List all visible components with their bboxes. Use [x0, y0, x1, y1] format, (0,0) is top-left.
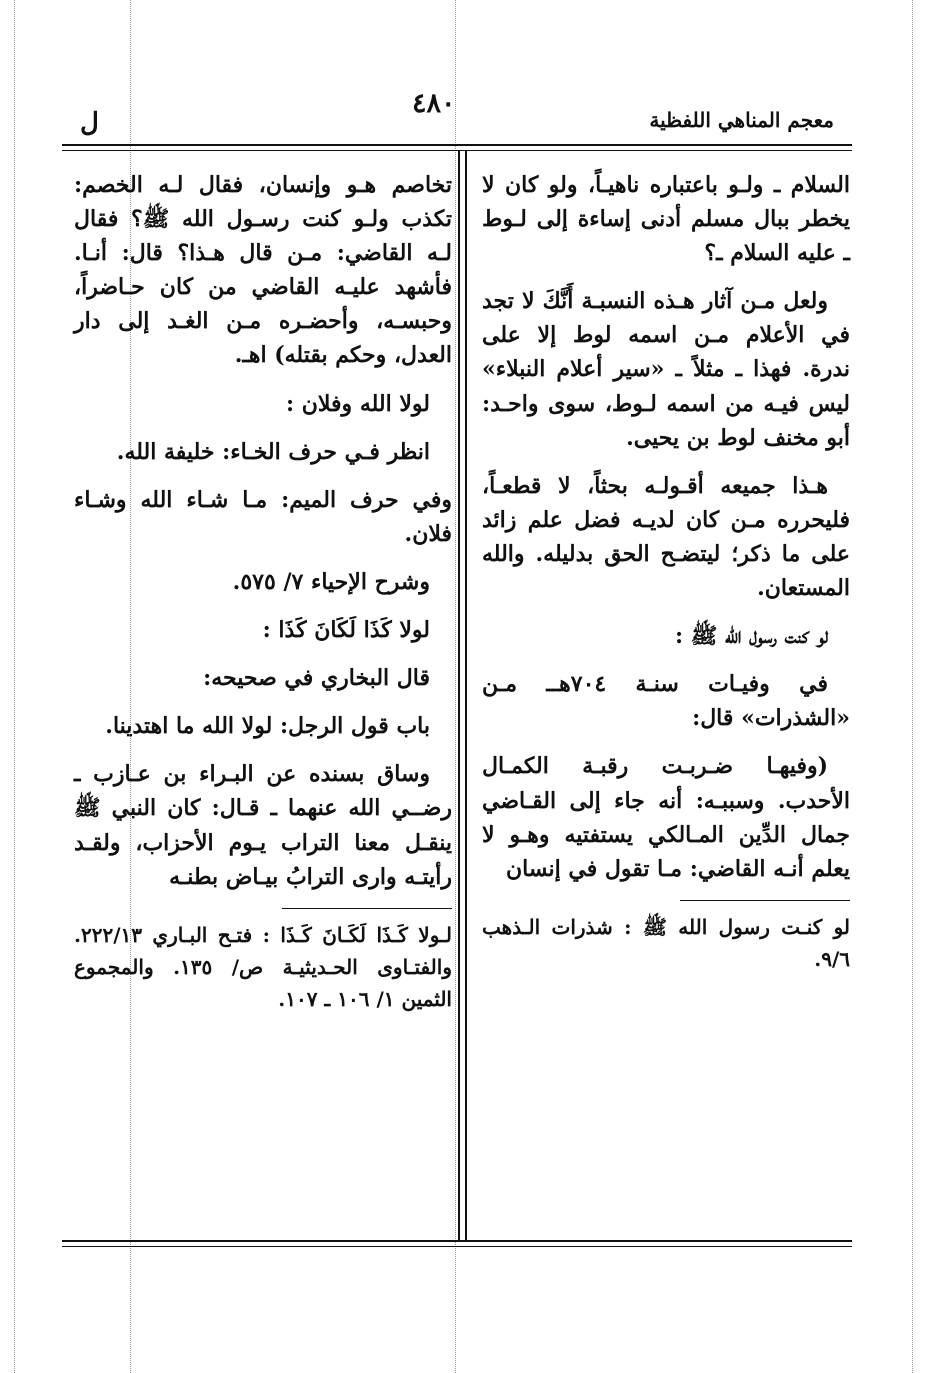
paragraph: تخاصم هـو وإنسان، فقال لـه الخصم: تكذب ولـو كنت رسـول الله ﷺ؟ فقال لـه القاضي: مـن قال هـذا؟ قال: أنـا. فأشهد عليـه القاضي من كان حـاضراً، وحبسـه، وأحضـره مـن الغـد إلى دار العدل، وحكم بقتله) اهـ. [74, 172, 452, 369]
scan-fold-line [14, 0, 15, 1373]
section-letter: ل [80, 108, 99, 138]
paragraph: وفي حرف الميم: مـا شـاء الله وشـاء فلان. [74, 486, 452, 547]
column-divider [465, 150, 467, 1240]
page-number: ٤٨٠ [412, 88, 456, 119]
paragraph: هـذا جميعه أقـولـه بحثاً، لا قطعـاً، فليحرره مـن كان لديـه فضل علم زائد على ما ذكر؛ ليتضـح الحق بدليله. والله المستعان. [482, 472, 850, 602]
footer-rule [62, 1246, 852, 1247]
paragraph: (وفيهـا ضـربـت رقبـة الكمـال الأحدب. وسببـه: أنه جاء إلى القـاضي جمال الدِّين المـالكي يستفتيه وهـو لا يعلم أنـه القاضي: مـا تقول في إنسان [482, 753, 850, 882]
paragraph: في وفيـات سنـة ٧٠٤هــ مـن «الشذرات» قال: [482, 671, 850, 732]
footer-rule [62, 1240, 852, 1242]
entry-heading: لولا الله وفلان : [285, 390, 430, 417]
header-rule [62, 144, 852, 146]
entry-heading: لولا كَذَا لَكَانَ كَذَا : [262, 617, 430, 644]
column-divider [458, 150, 460, 1240]
paragraph: ولعل مـن آثار هـذه النسبـة أَنَّكَ لا تجد في الأعلام مـن اسمه لوط إلا على ندرة. فهذا ـ مثلاً ـ «سير أعلام النبلاء» ليس فيـه من اسمه لـوط، سوى واحـد: أبو مخنف لوط بن يحيى. [482, 288, 850, 451]
paragraph: وساق بسنده عن البـراء بن عـازب ـ رضــي الله عنهما ـ قـال: كان النبي ﷺ ينقـل معنا التراب يـوم الأحزاب، ولقـد رأيتـه وارى الترابُ بيـاض بطنـه [74, 761, 452, 890]
left-column [74, 168, 452, 1029]
running-header-title: معجم المناهي اللفظية [649, 108, 834, 132]
entry-heading: لو كنت رسول الله ﷺ : [674, 623, 828, 650]
right-column [482, 168, 850, 989]
header-rule [62, 150, 852, 151]
paragraph: قال البخاري في صحيحه: [203, 665, 430, 692]
footnote: لو كنـت رسول الله ﷺ : شذرات الـذهب ٩/٦. [482, 914, 850, 971]
paragraph: باب قول الرجل: لولا الله ما اهتدينا. [105, 713, 430, 740]
paragraph: السلام ـ ولـو باعتباره ناهيـاً، ولو كان لا يخطر ببال مسلم أدنى إساءة إلى لـوط ـ عليه السلام ـ؟ [482, 172, 850, 267]
scan-fold-line [912, 0, 913, 1373]
scan-fold-line [455, 0, 456, 1373]
paragraph: انظر فـي حرف الخـاء: خليفة الله. [116, 438, 430, 465]
footnote: لـولا كَـذَا لَكَـانَ كَـذَا : فتـح البـاري ٢٢٢/١٣. والفتـاوى الحـديثيـة ص/ ١٣٥. والمجموع الثمين ١/ ١٠٦ ـ ١٠٧. [74, 922, 452, 1011]
footnote-separator [680, 900, 850, 901]
footnote-separator [282, 908, 452, 909]
paragraph: وشرح الإحياء ٧/ ٥٧٥. [232, 568, 430, 595]
